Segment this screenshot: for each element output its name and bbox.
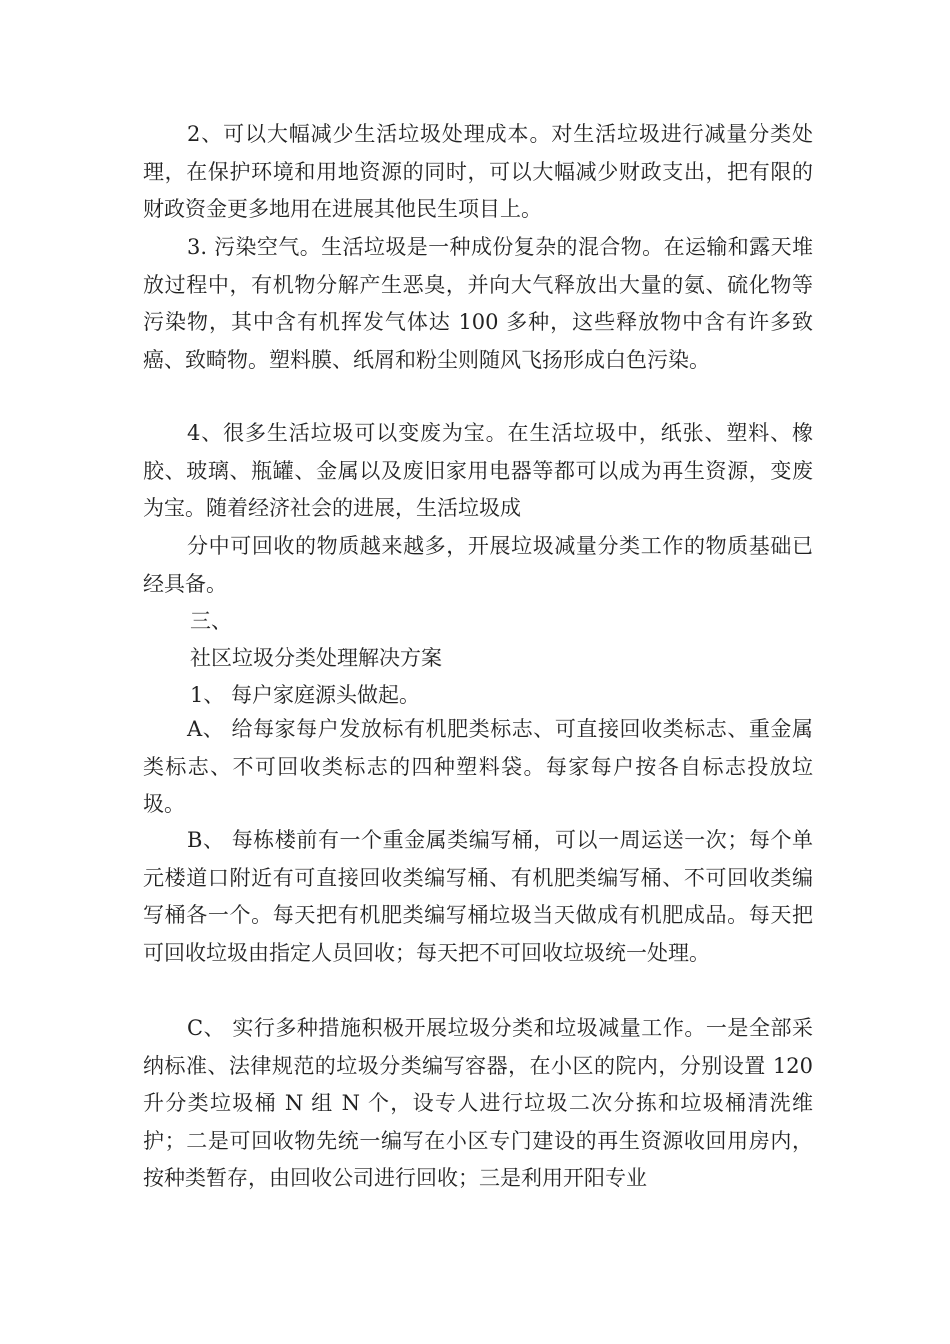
- paragraph-item-c: C、 实行多种措施积极开展垃圾分类和垃圾减量工作。一是全部采纳标准、法律规范的垃圾分类编写容器，在小区的院内，分别设置 120 升分类垃圾桶 N 组 N 个，设专人进行垃圾二次分拣和垃圾桶清洗维护；二是可回收物先统一编写在小区专门建设的再生资源收回用房内，按种类暂存，由回收公司进行回收；三是利用开阳专业: [143, 1016, 813, 1190]
- list-item-household: 1、 每户家庭源头做起。: [190, 683, 421, 707]
- section-number: 三、: [190, 609, 232, 633]
- paragraph-item-a: A、 给每家每户发放标有机肥类标志、可直接回收类标志、重金属类标志、不可回收类标志的四种塑料袋。每家每户按各自标志投放垃圾。: [143, 717, 813, 816]
- paragraph-cost-reduction: 2、可以大幅减少生活垃圾处理成本。对生活垃圾进行减量分类处理，在保护环境和用地资源的同时，可以大幅减少财政支出，把有限的财政资金更多地用在进展其他民生项目上。: [143, 122, 813, 221]
- paragraph-air-pollution: 3. 污染空气。生活垃圾是一种成份复杂的混合物。在运输和露天堆放过程中，有机物分解产生恶臭，并向大气释放出大量的氨、硫化物等污染物，其中含有机挥发气体达 100 多种，这些释放物中含有许多致癌、致畸物。塑料膜、纸屑和粉尘则随风飞扬形成白色污染。: [143, 235, 813, 372]
- paragraph-recycling-continued: 分中可回收的物质越来越多，开展垃圾减量分类工作的物质基础已经具备。: [143, 534, 813, 596]
- paragraph-item-b: B、 每栋楼前有一个重金属类编写桶，可以一周运送一次；每个单元楼道口附近有可直接回收类编写桶、有机肥类编写桶、不可回收类编写桶各一个。每天把有机肥类编写桶垃圾当天做成有机肥成品。每天把可回收垃圾由指定人员回收；每天把不可回收垃圾统一处理。: [143, 828, 813, 965]
- section-heading: 社区垃圾分类处理解决方案: [190, 646, 442, 670]
- paragraph-recycling-value: 4、很多生活垃圾可以变废为宝。在生活垃圾中，纸张、塑料、橡胶、玻璃、瓶罐、金属以及废旧家用电器等都可以成为再生资源，变废为宝。随着经济社会的进展，生活垃圾成: [143, 421, 813, 520]
